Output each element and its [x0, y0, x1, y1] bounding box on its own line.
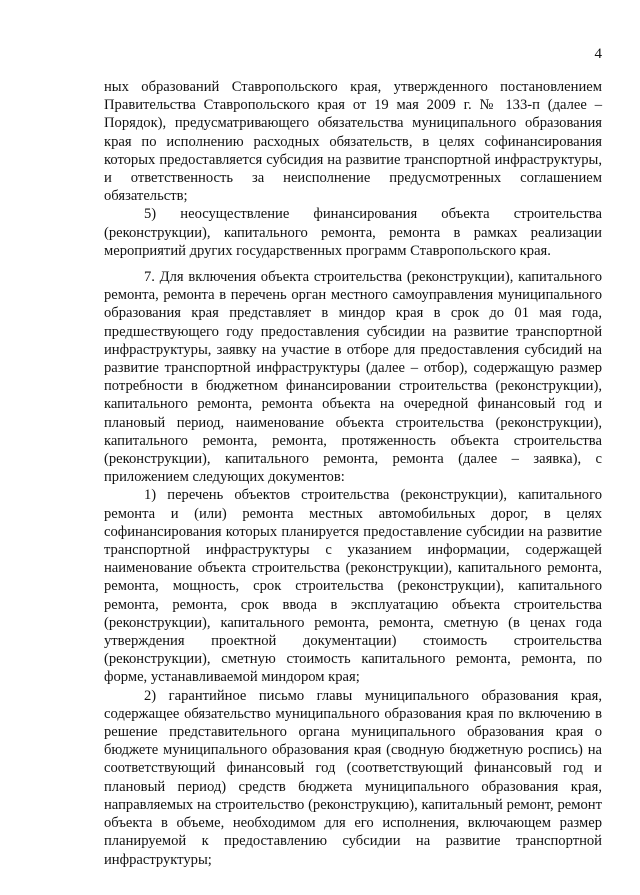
paragraph-item-2: 2) гарантийное письмо главы муниципального образования края, содержащее обязательство муниципального образования края по включению в решение представительного органа муниципального образования края о бюджете муниципального образования края (сводную бюджетную роспись) на соответствующий финансовый год (соответствующий финансовый год и плановый период) средств бюджета муниципального образования края, направляемых на строительство (реконструкцию), капитальный ремонт, ремонт объекта в объеме, необходимом для его исполнения, включающем размер планируемой к предоставлению субсидии на развитие транспортной инфраструктуры;	[104, 687, 602, 868]
text-block-top	[104, 78, 602, 260]
page-number: 4	[594, 46, 602, 62]
paragraph-item-5: 5) неосуществление финансирования объекта строительства (реконструкции), капитального ремонта, ремонта в рамках реализации мероприятий других государственных программ Ставропольского края.	[104, 206, 602, 259]
paragraph-item-1: 1) перечень объектов строительства (реконструкции), капитального ремонта и (или) ремонта местных автомобильных дорог, в целях софинансирования которых планируется предоставление субсидии на развитие транспортной инфраструктуры с указанием информации, содержащей наименование объекта строительства (реконструкции), капитального ремонта, ремонта, мощность, срок строительства (реконструкции), капитального ремонта, ремонта, срок ввода в эксплуатацию объекта строительства (реконструкции), капитального ремонта, ремонта, сметную (в ценах года утверждения проектной документации) стоимость строительства (реконструкции), сметную стоимость капитального ремонта, ремонта, по форме, устанавливаемой миндором края;	[104, 487, 602, 686]
paragraph-section-7: 7. Для включения объекта строительства (реконструкции), капитального ремонта, ремонта в перечень орган местного самоуправления муниципального образования края представляет в миндор края в срок до 01 мая года, предшествующего году предоставления субсидии на развитие транспортной инфраструктуры, заявку на участие в отборе для предоставления субсидий на развитие транспортной инфраструктуры (далее – отбор), содержащую размер потребности в бюджетном финансировании строительства (реконструкции), капитального ремонта, ремонта объекта на очередной финансовый год и плановый период, наименование объекта строительства (реконструкции), капитального ремонта, ремонта, протяженность объекта строительства (реконструкции), капитального ремонта, ремонта (далее – заявка), с приложением следующих документов:	[104, 269, 602, 486]
paragraph-continuation: ных образований Ставропольского края, утвержденного постановлением Правительства Ставропольского края от 19 мая 2009 г. № 133-п (далее – Порядок), предусматривающего обязательства муниципального образования края по исполнению расходных обязательств, в целях софинансирования которых предоставляется субсидия на развитие транспортной инфраструктуры, и ответственность за неисполнение предусмотренных соглашением обязательств;	[104, 79, 602, 205]
text-block-main	[104, 268, 602, 869]
